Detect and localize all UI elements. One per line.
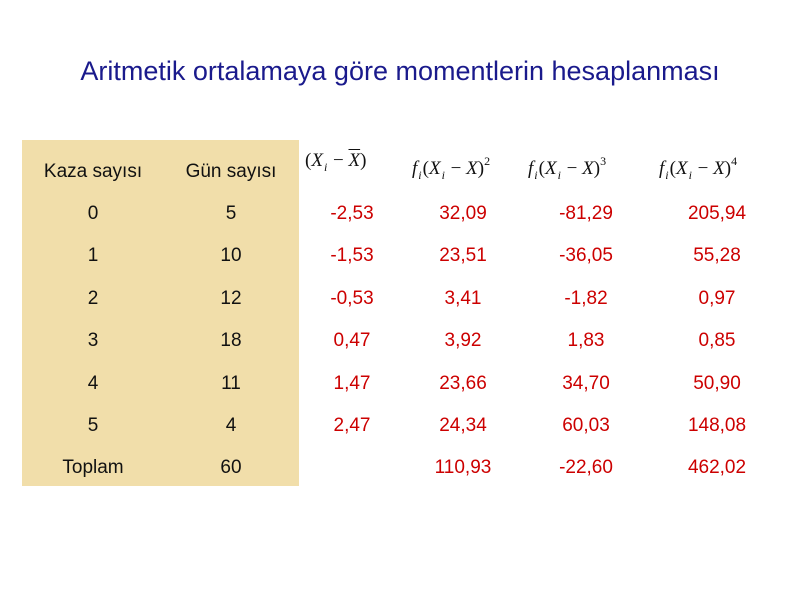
cell-total-gun: 60 — [220, 457, 242, 478]
cell-m2-row-4: 23,66 — [439, 373, 487, 394]
cell-gun-row-3: 18 — [220, 330, 242, 351]
page-title: Aritmetik ortalamaya göre momentlerin hesaplanması — [80, 56, 720, 86]
cell-total-m3: -22,60 — [559, 457, 613, 478]
cell-total-m4: 462,02 — [687, 457, 747, 478]
cell-gun-row-2: 12 — [220, 288, 242, 309]
cell-m3-row-5: 60,03 — [562, 415, 610, 436]
header-moment-2: $f_i(X_i - X)^2$ — [412, 154, 491, 182]
cell-m2-row-1: 23,51 — [439, 245, 487, 266]
cell-m3-row-1: -36,05 — [559, 245, 613, 266]
cell-m4-row-3: 0,85 — [698, 330, 736, 351]
cell-total-label: Toplam — [62, 457, 124, 478]
cell-m4-row-2: 0,97 — [698, 288, 736, 309]
cell-gun-row-1: 10 — [220, 245, 242, 266]
cell-m2-row-0: 32,09 — [439, 203, 487, 224]
header-kaza-sayisi: Kaza sayısı — [43, 161, 143, 182]
cell-m2-row-5: 24,34 — [439, 415, 487, 436]
cell-m4-row-4: 50,90 — [693, 373, 741, 394]
cell-m3-row-2: -1,82 — [564, 288, 608, 309]
cell-kaza-row-2: 2 — [87, 288, 99, 309]
cell-dev-row-4: 1,47 — [333, 373, 371, 394]
cell-dev-row-1: -1,53 — [330, 245, 374, 266]
cell-m3-row-3: 1,83 — [567, 330, 605, 351]
cell-gun-row-5: 4 — [225, 415, 237, 436]
header-moment-4: $f_i(X_i - X)^4$ — [659, 154, 738, 182]
cell-m4-row-1: 55,28 — [693, 245, 741, 266]
cell-dev-row-3: 0,47 — [333, 330, 371, 351]
cell-m2-row-2: 3,41 — [444, 288, 482, 309]
cell-m2-row-3: 3,92 — [444, 330, 482, 351]
cell-kaza-row-4: 4 — [87, 373, 99, 394]
cell-gun-row-4: 11 — [221, 373, 241, 394]
cell-kaza-row-1: 1 — [87, 245, 99, 266]
cell-m4-row-5: 148,08 — [687, 415, 747, 436]
cell-m4-row-0: 205,94 — [687, 203, 747, 224]
cell-dev-row-2: -0,53 — [330, 288, 374, 309]
header-gun-sayisi: Gün sayısı — [185, 161, 277, 182]
cell-dev-row-5: 2,47 — [333, 415, 371, 436]
cell-kaza-row-0: 0 — [87, 203, 99, 224]
cell-kaza-row-3: 3 — [87, 330, 99, 351]
header-deviation: $(X_i - \overline{X})$ — [305, 150, 367, 174]
cell-total-m2: 110,93 — [434, 457, 492, 478]
cell-kaza-row-5: 5 — [87, 415, 99, 436]
cell-m3-row-4: 34,70 — [562, 373, 610, 394]
header-moment-3: $f_i(X_i - X)^3$ — [528, 154, 607, 182]
cell-gun-row-0: 5 — [225, 203, 237, 224]
cell-dev-row-0: -2,53 — [330, 203, 374, 224]
cell-m3-row-0: -81,29 — [559, 203, 613, 224]
